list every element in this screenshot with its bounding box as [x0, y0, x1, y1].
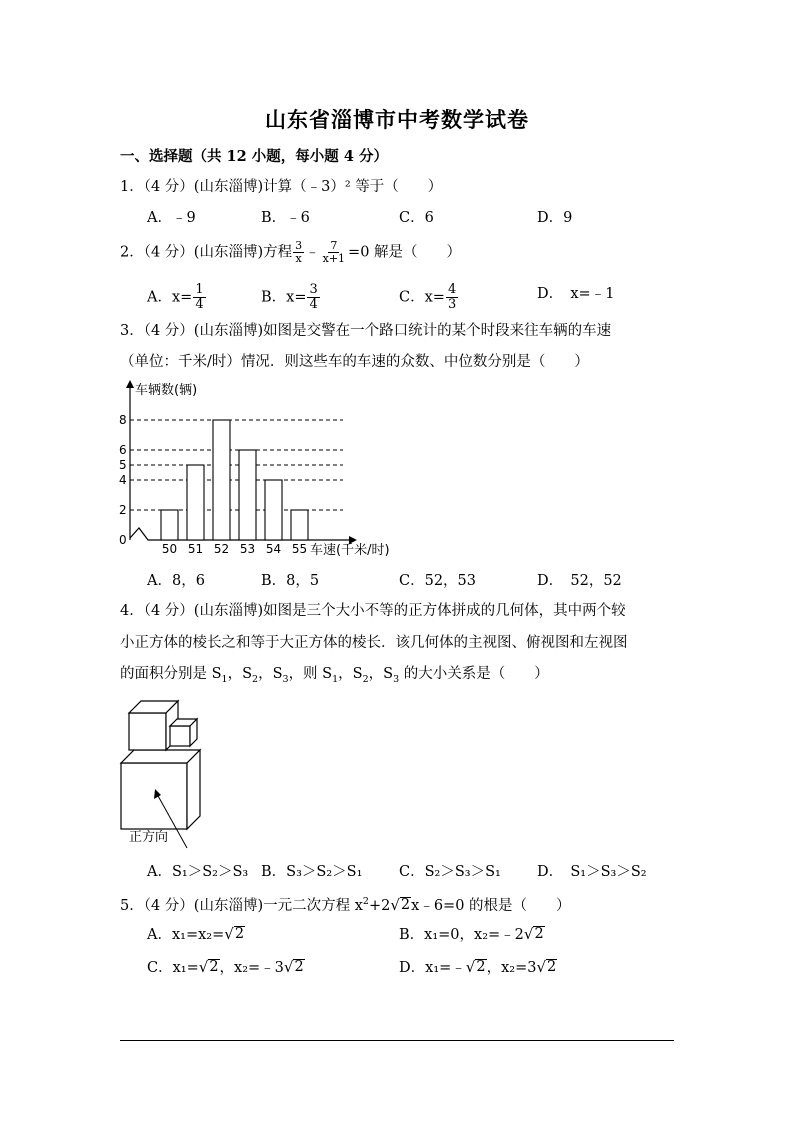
y-tick-label: 4	[119, 473, 127, 487]
q2-option-a-den: 4	[195, 297, 204, 312]
q2-stem-suffix: =0 解是（ ）	[348, 244, 462, 261]
q3-option-a: A．8，6	[147, 573, 205, 589]
chart-y-label: 车辆数(辆)	[135, 383, 198, 398]
q2-stem-prefix: 2．（4 分）(山东淄博)方程	[120, 244, 293, 261]
q5-option-a-radicand: 2	[234, 926, 245, 942]
q2-option-a	[147, 283, 207, 312]
q2-option-c-den: 3	[447, 297, 457, 312]
q5-option-b-letter: B．	[399, 927, 425, 943]
q2-fraction-1-den: x	[295, 252, 302, 265]
q2-option-b-fraction	[307, 283, 319, 312]
y-tick-label: 8	[119, 413, 127, 427]
q4-sub: 1	[332, 673, 339, 685]
y-tick-label: 5	[119, 458, 127, 472]
sqrt-icon: √	[283, 958, 294, 976]
q2-option-c-fraction	[446, 283, 458, 312]
q4-sub: 2	[362, 673, 369, 685]
q4-option-c: C．S₂＞S₃＞S₁	[399, 864, 501, 880]
q2-option-c-num: 4	[447, 282, 457, 297]
q2-option-b-num: 3	[309, 282, 318, 297]
q4-line3-part: 的面积分别是 S	[120, 666, 222, 682]
q2-fraction-2-den: x+1	[322, 252, 346, 265]
q1-option-d: D．9	[537, 210, 573, 226]
q5-stem-suffix: x﹣6=0 的根是（ ）	[411, 897, 571, 914]
q4-sub: 2	[252, 673, 259, 685]
page-title: 山东省淄博市中考数学试卷	[265, 107, 529, 132]
sqrt-icon: √	[536, 958, 547, 976]
x-tick-label: 53	[239, 542, 256, 556]
q2-fraction-2-num: 7	[330, 239, 338, 252]
q4-line3-part: ，S	[368, 666, 394, 682]
q5-option-a-text: x₁=x₂=	[171, 927, 225, 943]
q1-option-a: A．﹣9	[147, 210, 196, 226]
q2-option-b-letter: B．	[261, 289, 287, 306]
q4-line3-part: ，S	[227, 666, 253, 682]
y-tick-label: 6	[119, 443, 127, 457]
chart-y-ticks	[119, 413, 127, 547]
q5-option-c-radicand: 2	[209, 959, 219, 975]
q4-sub: 3	[282, 673, 289, 685]
question-3-line-2: （单位：千米/时）情况．则这些车的车速的众数、中位数分别是（ ）	[120, 354, 589, 370]
q2-option-a-lhs: x=	[171, 289, 193, 306]
q5-option-a-sqrt	[224, 926, 245, 942]
medium-cube-front	[129, 713, 166, 750]
q4-line3-part: ，S	[338, 666, 363, 682]
x-tick-label: 51	[187, 542, 204, 556]
q5-option-a-letter: A．	[147, 927, 172, 943]
figure-direction-label: 正方向	[129, 830, 169, 845]
question-2-stem	[120, 240, 461, 265]
q5-option-c	[147, 958, 305, 978]
question-1-stem: 1．（4 分）(山东淄博)计算（﹣3）² 等于（ ）	[120, 179, 443, 195]
x-tick-label: 50	[161, 542, 178, 556]
q2-option-c-lhs: x=	[424, 289, 445, 306]
q5-option-d-sqrt	[466, 959, 487, 975]
q5-stem-prefix: 5．（4 分）(山东淄博)一元二次方程 x	[120, 897, 363, 914]
q2-option-a-fraction	[193, 283, 205, 312]
q5-option-c-sqrt	[284, 959, 305, 975]
q5-option-c-text: x₁=	[172, 960, 199, 976]
q1-option-b: B．﹣6	[261, 210, 310, 226]
y-tick-label: 0	[119, 533, 127, 547]
q4-line3-part: 的大小关系是（ ）	[399, 666, 549, 682]
chart-y-arrow	[126, 380, 134, 388]
q2-option-c-letter: C．	[399, 289, 425, 306]
question-3-line-1: 3．（4 分）(山东淄博)如图是交警在一个路口统计的某个时段来往车辆的车速	[120, 323, 612, 339]
sqrt-icon: √	[465, 958, 476, 976]
q5-exponent: 2	[362, 896, 369, 907]
q5-option-d-radicand: 2	[547, 959, 557, 975]
large-cube-front	[121, 763, 187, 829]
q5-option-b-sqrt	[524, 926, 545, 942]
q4-line3-part: ，则 S	[288, 666, 333, 682]
q5-option-c-radicand: 2	[294, 959, 304, 975]
chart-gridlines	[130, 420, 343, 510]
q4-sub: 3	[393, 673, 400, 685]
q5-option-d-letter: D．	[399, 960, 426, 976]
bar-54	[265, 480, 282, 540]
q2-option-b	[261, 283, 321, 312]
y-tick-label: 2	[119, 503, 127, 517]
bar-55	[291, 510, 308, 540]
q4-sub: 1	[221, 673, 228, 685]
chart-x-ticks	[162, 542, 307, 556]
q2-option-b-den: 4	[309, 297, 318, 312]
question-4-line-1: 4．（4 分）(山东淄博)如图是三个大小不等的正方体拼成的几何体，其中两个较	[120, 603, 626, 619]
q4-line3-part: ，S	[258, 666, 283, 682]
question-5-stem	[120, 892, 571, 916]
q2-minus: ﹣	[305, 244, 320, 261]
large-cube-side	[187, 750, 200, 829]
q5-option-d-radicand: 2	[476, 959, 486, 975]
q5-sqrt	[390, 897, 411, 913]
cube-figure	[115, 693, 225, 853]
q2-option-a-letter: A．	[147, 289, 172, 306]
footer-divider	[120, 1040, 674, 1041]
q2-fraction-1-num: 3	[295, 239, 303, 252]
q2-option-b-lhs: x=	[286, 289, 307, 306]
q2-fraction-2	[321, 240, 347, 265]
q3-option-c: C．52，53	[399, 573, 476, 589]
speed-bar-chart	[115, 378, 415, 563]
sqrt-icon: √	[224, 925, 234, 943]
q2-fraction-1	[293, 240, 304, 265]
q5-option-c-text: ，x₂=﹣3	[219, 960, 284, 976]
q3-option-d: D． 52，52	[537, 573, 622, 589]
q5-option-d-text: x₁=﹣	[425, 960, 466, 976]
question-4-line-3	[120, 664, 549, 690]
q5-option-c-sqrt	[199, 959, 220, 975]
q5-option-b	[399, 925, 545, 945]
q4-option-d: D． S₁＞S₃＞S₂	[537, 864, 647, 880]
section-heading: 一、选择题（共 12 小题，每小题 4 分）	[120, 148, 388, 165]
sqrt-icon: √	[390, 895, 400, 914]
q5-stem-mid: +2	[368, 897, 391, 914]
q5-radicand: 2	[400, 896, 411, 913]
sqrt-icon: √	[523, 925, 534, 943]
q4-option-a: A．S₁＞S₂＞S₃	[147, 864, 249, 880]
q1-option-c: C．6	[399, 210, 434, 226]
bar-51	[187, 465, 204, 540]
q2-option-d: D． x=﹣1	[537, 286, 615, 302]
q5-option-b-text: x₁=0，x₂=﹣2	[424, 927, 524, 943]
bar-52	[213, 420, 230, 540]
x-tick-label: 54	[265, 542, 282, 556]
q5-option-d-text: ，x₂=3	[486, 960, 537, 976]
q2-option-a-num: 1	[195, 282, 204, 297]
q2-option-c	[399, 283, 459, 312]
bar-50	[161, 510, 178, 540]
q5-option-a	[147, 925, 245, 945]
q5-option-d	[399, 958, 557, 978]
bar-53	[239, 450, 256, 540]
sqrt-icon: √	[198, 958, 209, 976]
x-tick-label: 55	[291, 542, 308, 556]
q5-option-c-letter: C．	[147, 960, 173, 976]
q4-option-b: B．S₃＞S₂＞S₁	[261, 864, 363, 880]
q3-option-b: B．8，5	[261, 573, 320, 589]
x-tick-label: 52	[213, 542, 230, 556]
q5-option-d-sqrt	[536, 959, 557, 975]
q5-option-b-radicand: 2	[534, 926, 544, 942]
chart-x-label: 车速(千米/时)	[310, 543, 390, 558]
question-4-line-2: 小正方体的棱长之和等于大正方体的棱长．该几何体的主视图、俯视图和左视图	[120, 635, 628, 651]
small-cube-front	[170, 726, 190, 746]
